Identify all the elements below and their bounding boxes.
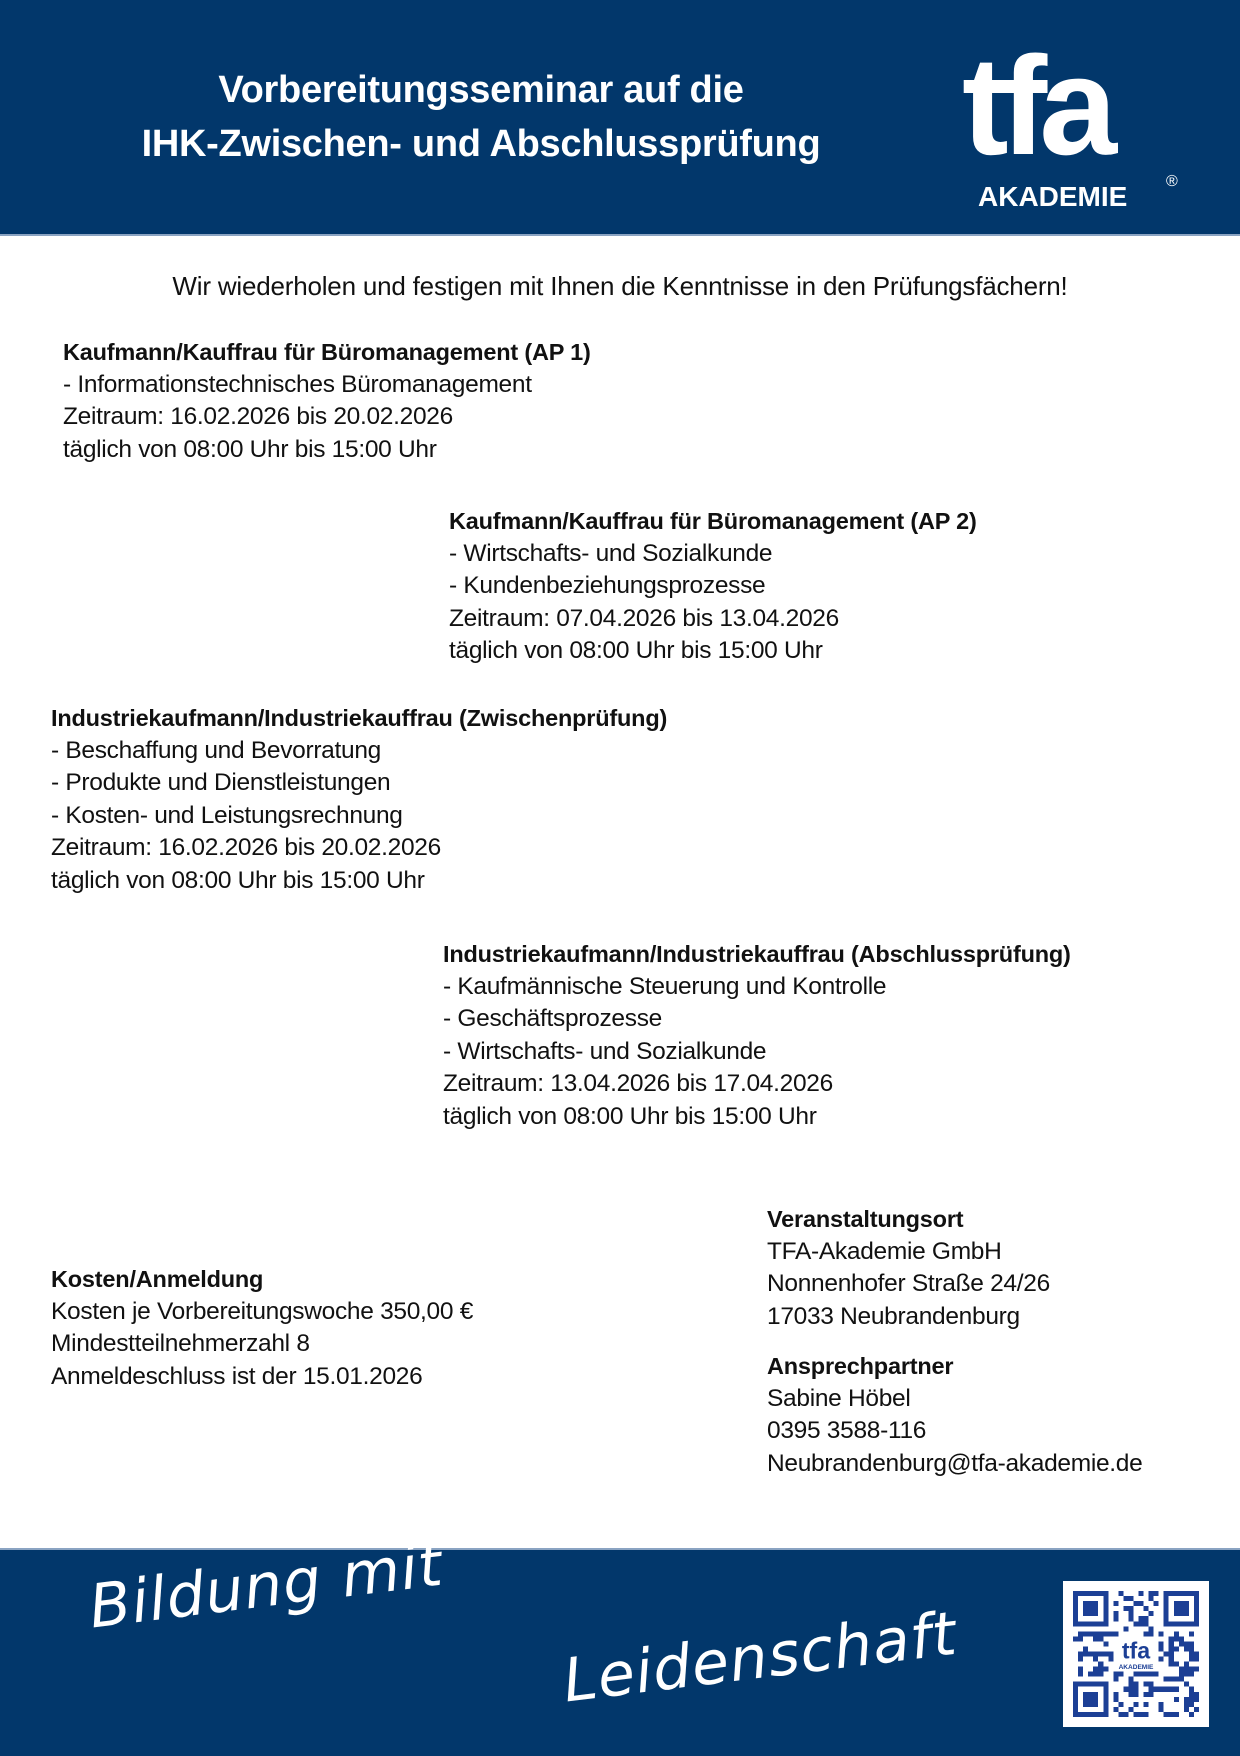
qr-module xyxy=(1159,1657,1164,1662)
qr-logo-subtitle: AKADEMIE xyxy=(1118,1664,1154,1672)
course-subject: - Produkte und Dienstleistungen xyxy=(51,769,391,796)
page-title-line-1: Vorbereitungsseminar auf die xyxy=(218,69,744,111)
qr-module xyxy=(1093,1636,1098,1641)
qr-module xyxy=(1128,1606,1133,1611)
qr-module xyxy=(1184,1667,1189,1672)
qr-module xyxy=(1128,1611,1133,1616)
qr-module xyxy=(1169,1712,1174,1717)
qr-module xyxy=(1093,1667,1098,1672)
qr-module xyxy=(1128,1707,1133,1712)
qr-module xyxy=(1159,1646,1164,1651)
qr-module xyxy=(1103,1667,1108,1672)
qr-module xyxy=(1179,1641,1184,1646)
qr-module xyxy=(1128,1677,1133,1682)
qr-module xyxy=(1164,1712,1169,1717)
qr-module xyxy=(1149,1692,1154,1697)
course-block-ap2 xyxy=(449,505,977,668)
course-subject: - Wirtschafts- und Sozialkunde xyxy=(443,1037,767,1065)
venue-street: Nonnenhofer Straße 24/26 xyxy=(767,1270,1050,1297)
qr-module xyxy=(1098,1631,1103,1636)
qr-module xyxy=(1113,1707,1118,1712)
course-subject: - Kundenbeziehungsprozesse xyxy=(449,572,766,599)
qr-module xyxy=(1078,1636,1083,1641)
logo-subtitle: AKADEMIE xyxy=(978,181,1128,212)
qr-module xyxy=(1078,1631,1083,1636)
qr-module xyxy=(1139,1672,1144,1677)
course-block-zwischenpruefung xyxy=(51,702,667,897)
qr-module xyxy=(1128,1616,1133,1621)
qr-module xyxy=(1098,1672,1103,1677)
qr-module xyxy=(1108,1631,1113,1636)
qr-module xyxy=(1098,1636,1103,1641)
logo-wordmark: tfa xyxy=(962,36,1110,184)
qr-module xyxy=(1133,1601,1138,1606)
qr-module xyxy=(1189,1702,1194,1707)
qr-module xyxy=(1139,1591,1144,1596)
course-period: Zeitraum: 07.04.2026 bis 13.04.2026 xyxy=(449,604,839,632)
tagline: Wir wiederholen und festigen mit Ihnen die Kenntnisse in den Prüfungsfächern! xyxy=(172,271,1068,301)
qr-module xyxy=(1169,1662,1174,1667)
qr-module xyxy=(1149,1611,1154,1616)
qr-module xyxy=(1093,1651,1098,1656)
qr-module xyxy=(1194,1651,1199,1656)
qr-module xyxy=(1174,1636,1179,1641)
qr-module xyxy=(1118,1672,1123,1677)
qr-module xyxy=(1128,1687,1133,1692)
tfa-akademie-logo xyxy=(958,36,1188,216)
qr-module xyxy=(1093,1657,1098,1662)
qr-module xyxy=(1083,1601,1098,1616)
contact-phone[interactable]: 0395 3588-116 xyxy=(767,1417,927,1444)
qr-module xyxy=(1123,1687,1128,1692)
qr-module xyxy=(1113,1631,1118,1636)
qr-module xyxy=(1083,1646,1088,1651)
contact-email-link[interactable]: Neubrandenburg@tfa-akademie.de xyxy=(767,1449,1143,1477)
page-title-line-2: IHK-Zwischen- und Abschlussprüfung xyxy=(141,123,821,165)
qr-module xyxy=(1149,1682,1154,1687)
qr-module xyxy=(1113,1677,1118,1682)
costs-title: Kosten/Anmeldung xyxy=(51,1266,264,1292)
qr-module xyxy=(1194,1697,1199,1702)
qr-module xyxy=(1179,1636,1184,1641)
qr-module xyxy=(1144,1616,1149,1621)
qr-module xyxy=(1159,1702,1164,1707)
qr-module xyxy=(1144,1712,1149,1717)
qr-module xyxy=(1128,1692,1133,1697)
qr-module xyxy=(1169,1677,1174,1682)
qr-module xyxy=(1194,1707,1199,1712)
qr-module xyxy=(1174,1697,1179,1702)
qr-module xyxy=(1189,1641,1194,1646)
course-block-abschlusspruefung xyxy=(443,938,1071,1133)
qr-module xyxy=(1149,1596,1154,1601)
qr-module xyxy=(1133,1672,1138,1677)
qr-module xyxy=(1098,1662,1103,1667)
qr-module xyxy=(1128,1682,1133,1687)
qr-module xyxy=(1139,1621,1144,1626)
qr-module xyxy=(1159,1707,1164,1712)
qr-module xyxy=(1184,1641,1189,1646)
qr-module xyxy=(1118,1712,1123,1717)
qr-module xyxy=(1189,1657,1194,1662)
qr-module xyxy=(1113,1601,1118,1606)
course-subject: - Beschaffung und Bevorratung xyxy=(51,736,381,764)
qr-module xyxy=(1103,1631,1108,1636)
qr-module xyxy=(1184,1672,1189,1677)
qr-module xyxy=(1113,1672,1118,1677)
qr-module xyxy=(1098,1667,1103,1672)
qr-module xyxy=(1133,1712,1138,1717)
qr-module xyxy=(1174,1601,1189,1616)
qr-module xyxy=(1184,1662,1189,1667)
qr-module xyxy=(1159,1641,1164,1646)
qr-module xyxy=(1184,1707,1189,1712)
course-period: Zeitraum: 16.02.2026 bis 20.02.2026 xyxy=(51,834,441,861)
qr-module xyxy=(1149,1631,1154,1636)
qr-module xyxy=(1164,1687,1169,1692)
qr-module xyxy=(1184,1702,1189,1707)
contact-name: Sabine Höbel xyxy=(767,1384,911,1412)
course-title: Kaufmann/Kauffrau für Büromanagement (AP 1) xyxy=(63,339,591,365)
qr-module xyxy=(1174,1662,1179,1667)
slogan-line-2: Leidenschaft xyxy=(559,1598,961,1717)
qr-module xyxy=(1179,1667,1184,1672)
qr-module xyxy=(1179,1677,1184,1682)
qr-module xyxy=(1149,1687,1154,1692)
qr-module xyxy=(1169,1687,1174,1692)
qr-module xyxy=(1159,1631,1164,1636)
course-subject: - Geschäftsprozesse xyxy=(443,1005,662,1032)
qr-module xyxy=(1133,1692,1138,1697)
qr-module xyxy=(1098,1651,1103,1656)
qr-module xyxy=(1154,1672,1159,1677)
contact-block xyxy=(767,1350,1142,1480)
qr-module xyxy=(1189,1646,1194,1651)
course-subject: - Kosten- und Leistungsrechnung xyxy=(51,801,403,829)
qr-module xyxy=(1083,1692,1098,1707)
course-time: täglich von 08:00 Uhr bis 15:00 Uhr xyxy=(449,637,823,664)
qr-module xyxy=(1144,1672,1149,1677)
qr-module xyxy=(1149,1672,1154,1677)
qr-module xyxy=(1169,1646,1174,1651)
qr-module xyxy=(1073,1636,1078,1641)
qr-module xyxy=(1169,1651,1174,1656)
costs-min-participants: Mindestteilnehmerzahl 8 xyxy=(51,1330,310,1357)
qr-module xyxy=(1093,1672,1098,1677)
qr-module xyxy=(1184,1646,1189,1651)
qr-module xyxy=(1133,1621,1138,1626)
qr-module xyxy=(1154,1601,1159,1606)
qr-module xyxy=(1123,1596,1128,1601)
qr-module xyxy=(1189,1692,1194,1697)
qr-module xyxy=(1189,1667,1194,1672)
qr-module xyxy=(1113,1611,1118,1616)
qr-logo-wordmark: tfa xyxy=(1121,1637,1151,1664)
qr-code[interactable] xyxy=(1063,1581,1209,1727)
qr-module xyxy=(1174,1646,1179,1651)
course-period: Zeitraum: 16.02.2026 bis 20.02.2026 xyxy=(63,403,453,430)
qr-module xyxy=(1078,1667,1083,1672)
qr-module xyxy=(1174,1677,1179,1682)
qr-module xyxy=(1078,1651,1083,1656)
qr-module xyxy=(1113,1616,1118,1621)
qr-module xyxy=(1194,1667,1199,1672)
qr-module xyxy=(1189,1697,1194,1702)
qr-module xyxy=(1123,1606,1128,1611)
qr-module xyxy=(1174,1631,1179,1636)
qr-module xyxy=(1159,1687,1164,1692)
qr-module xyxy=(1118,1591,1123,1596)
qr-module xyxy=(1164,1651,1169,1656)
qr-module xyxy=(1184,1682,1189,1687)
qr-module xyxy=(1154,1687,1159,1692)
qr-module xyxy=(1144,1631,1149,1636)
qr-module xyxy=(1123,1626,1128,1631)
qr-module xyxy=(1144,1682,1149,1687)
course-subject: - Informationstechnisches Büromanagement xyxy=(63,370,532,398)
qr-module xyxy=(1164,1677,1169,1682)
venue-city: 17033 Neubrandenburg xyxy=(767,1302,1020,1330)
qr-module xyxy=(1103,1641,1108,1646)
qr-module xyxy=(1133,1702,1138,1707)
costs-deadline: Anmeldeschluss ist der 15.01.2026 xyxy=(51,1362,423,1390)
contact-title: Ansprechpartner xyxy=(767,1353,954,1379)
qr-module xyxy=(1169,1657,1174,1662)
venue-company: TFA-Akademie GmbH xyxy=(767,1237,1002,1265)
course-time: täglich von 08:00 Uhr bis 15:00 Uhr xyxy=(51,866,425,894)
qr-module xyxy=(1154,1591,1159,1596)
qr-module xyxy=(1144,1692,1149,1697)
qr-module xyxy=(1149,1591,1154,1596)
course-subject: - Wirtschafts- und Sozialkunde xyxy=(449,539,773,567)
costs-block xyxy=(51,1263,473,1393)
qr-module xyxy=(1189,1672,1194,1677)
course-title: Industriekaufmann/Industriekauffrau (Zwischenprüfung) xyxy=(51,705,668,731)
qr-module xyxy=(1189,1712,1194,1717)
course-time: täglich von 08:00 Uhr bis 15:00 Uhr xyxy=(443,1102,817,1130)
qr-module xyxy=(1174,1687,1179,1692)
qr-module xyxy=(1174,1712,1179,1717)
qr-module xyxy=(1149,1626,1154,1631)
qr-module xyxy=(1179,1672,1184,1677)
qr-module xyxy=(1139,1616,1144,1621)
qr-module xyxy=(1088,1631,1093,1636)
qr-module xyxy=(1169,1641,1174,1646)
slogan-line-1: Bildung mit xyxy=(85,1529,447,1643)
course-title: Industriekaufmann/Industriekauffrau (Abschlussprüfung) xyxy=(443,941,1071,967)
qr-module xyxy=(1139,1712,1144,1717)
qr-module xyxy=(1144,1702,1149,1707)
venue-title: Veranstaltungsort xyxy=(767,1206,964,1232)
qr-module xyxy=(1108,1657,1113,1662)
qr-module xyxy=(1113,1692,1118,1697)
qr-module xyxy=(1128,1596,1133,1601)
qr-module xyxy=(1093,1631,1098,1636)
qr-module xyxy=(1088,1672,1093,1677)
qr-module xyxy=(1189,1651,1194,1656)
qr-module xyxy=(1144,1621,1149,1626)
venue-block xyxy=(767,1203,1050,1333)
qr-module xyxy=(1088,1651,1093,1656)
qr-module xyxy=(1194,1657,1199,1662)
course-subject: - Kaufmännische Steuerung und Kontrolle xyxy=(443,972,887,1000)
qr-module xyxy=(1078,1672,1083,1677)
qr-module xyxy=(1123,1712,1128,1717)
qr-module xyxy=(1078,1657,1083,1662)
qr-module xyxy=(1139,1601,1144,1606)
qr-module xyxy=(1144,1606,1149,1611)
qr-module xyxy=(1169,1636,1174,1641)
qr-module xyxy=(1194,1692,1199,1697)
course-period: Zeitraum: 13.04.2026 bis 17.04.2026 xyxy=(443,1070,833,1097)
qr-module xyxy=(1184,1697,1189,1702)
course-title: Kaufmann/Kauffrau für Büromanagement (AP 2) xyxy=(449,508,977,534)
course-block-ap1 xyxy=(63,336,591,466)
course-time: täglich von 08:00 Uhr bis 15:00 Uhr xyxy=(63,435,437,463)
qr-module xyxy=(1133,1682,1138,1687)
qr-module xyxy=(1113,1697,1118,1702)
header-banner xyxy=(0,0,1240,236)
qr-module xyxy=(1108,1651,1113,1656)
qr-module xyxy=(1189,1631,1194,1636)
qr-module xyxy=(1083,1631,1088,1636)
qr-module xyxy=(1083,1651,1088,1656)
qr-module xyxy=(1133,1687,1138,1692)
qr-module xyxy=(1118,1702,1123,1707)
qr-module xyxy=(1189,1687,1194,1692)
qr-module xyxy=(1103,1651,1108,1656)
costs-price: Kosten je Vorbereitungswoche 350,00 € xyxy=(51,1297,474,1325)
registered-mark: ® xyxy=(1166,173,1178,190)
